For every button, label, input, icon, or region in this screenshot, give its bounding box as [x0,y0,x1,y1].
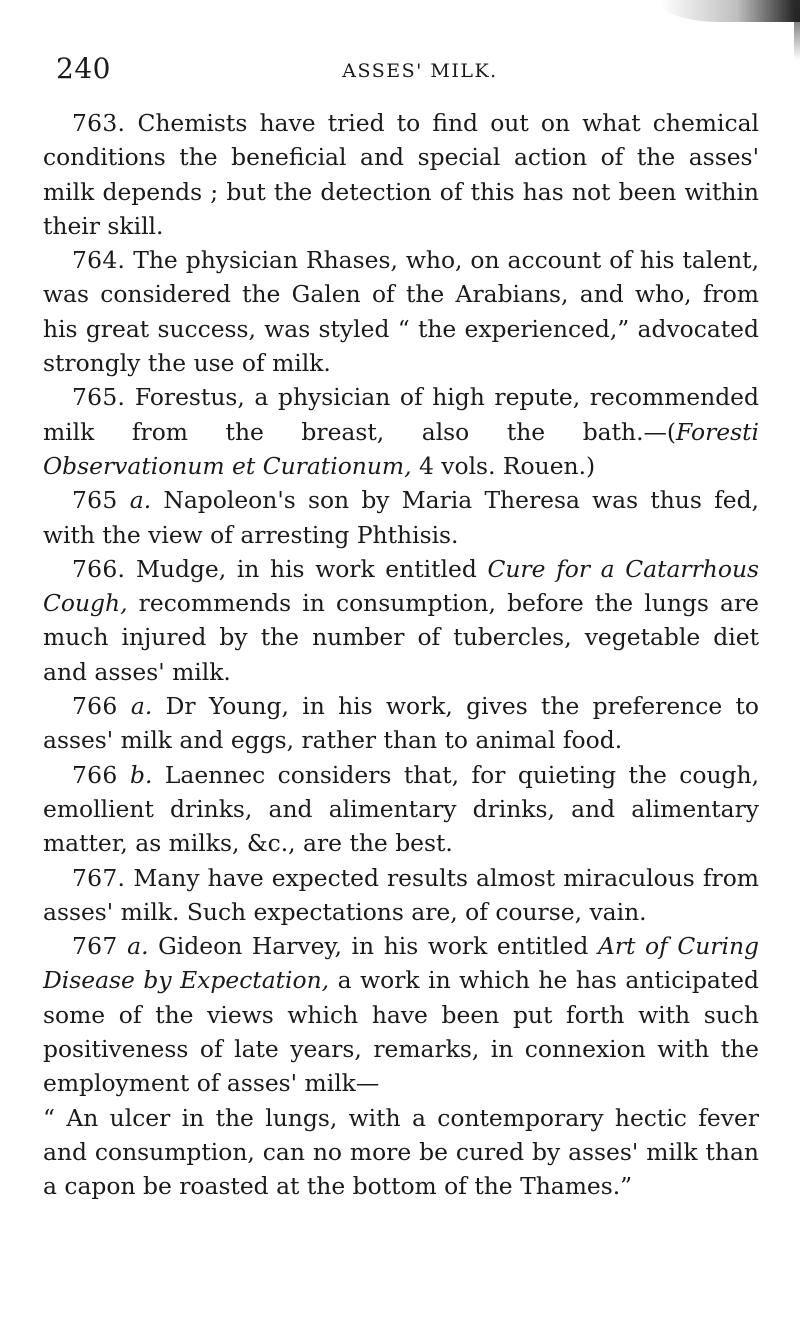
paragraph-text: Gideon Harvey, in his work entitled [158,932,598,961]
cited-work-title: Foresti Observationum et Curationum, [43,417,759,480]
paragraph-text: Chemists have tried to find out on what chemical conditions the beneficial and special action of the asses' milk depends ; but the detection of this has not been within their skill. [43,109,759,240]
paragraph-765a [43,483,759,552]
paragraph-text-after: recommends in consumption, before the lungs are much injured by the number of tubercles, vegetable diet and asses' milk. [43,589,759,686]
paragraph-766a [43,689,759,758]
paragraph-number: 765. [72,383,126,412]
page-edge-line [794,0,800,60]
paragraph-text: Dr Young, in his work, gives the preference to asses' milk and eggs, rather than to animal food. [43,692,759,755]
paragraph-765 [43,380,759,483]
page-number: 240 [56,52,111,85]
paragraph-763 [43,106,759,243]
paragraph-767 [43,861,759,930]
paragraph-number: 765 [72,486,118,515]
paragraph-letter: b. [129,760,153,789]
paragraph-text-after: 4 vols. Rouen.) [411,451,596,480]
paragraph-text: The physician Rhases, who, on account of his talent, was considered the Galen of the Arabians, and who, from his great success, was styled “ the experienced,” advocated strongly the use of milk. [43,246,760,378]
paragraph-766b [43,758,759,861]
paragraph-text: Many have expected results almost miraculous from asses' milk. Such expectations are, of course, vain. [43,863,759,926]
paragraph-text-after: a work in which he has anticipated some of the views which have been put forth with such positiveness of late years, remarks, in connexion with the employment of asses' milk— [43,966,759,1098]
quotation: “ An ulcer in the lungs, with a contemporary hectic fever and consumption, can no more be cured by asses' milk than a capon be roasted at the bottom of the Thames.” [43,1103,759,1201]
paragraph-letter: a. [129,486,152,515]
paragraph-text: Mudge, in his work entitled [135,554,488,583]
running-title: ASSES' MILK. [342,60,498,82]
paragraph-number: 763. [72,109,126,137]
paragraph-number: 766 [72,692,118,721]
paragraph-number: 767 [72,932,118,961]
cited-work-title: Art of Curing Disease by Expectation, [43,932,760,995]
paragraph-text: Forestus, a physician of high repute, recommended milk from the breast, also the bath.—( [43,383,759,446]
page-header [40,52,800,92]
paragraph-text: Napoleon's son by Maria Theresa was thus fed, with the view of arresting Phthisis. [43,486,759,549]
paragraph-letter: a. [127,932,149,961]
body-text [43,106,759,1204]
paragraph-764 [43,243,759,380]
cited-work-title: Cure for a Catarrhous Cough, [43,554,760,618]
paragraph-767a [43,929,759,1100]
paragraph-letter: a. [130,692,153,721]
paragraph-number: 767. [72,863,126,892]
paragraph-number: 766 [72,760,118,789]
paragraph-number: 766. [72,554,126,583]
paragraph-text: Laennec considers that, for quieting the cough, emollient drinks, and alimentary drinks, and alimentary matter, as milks, &c., are the best. [43,760,760,858]
paragraph-766 [43,552,759,689]
page-edge-shadow [660,0,800,22]
paragraph-number: 764. [72,246,126,275]
